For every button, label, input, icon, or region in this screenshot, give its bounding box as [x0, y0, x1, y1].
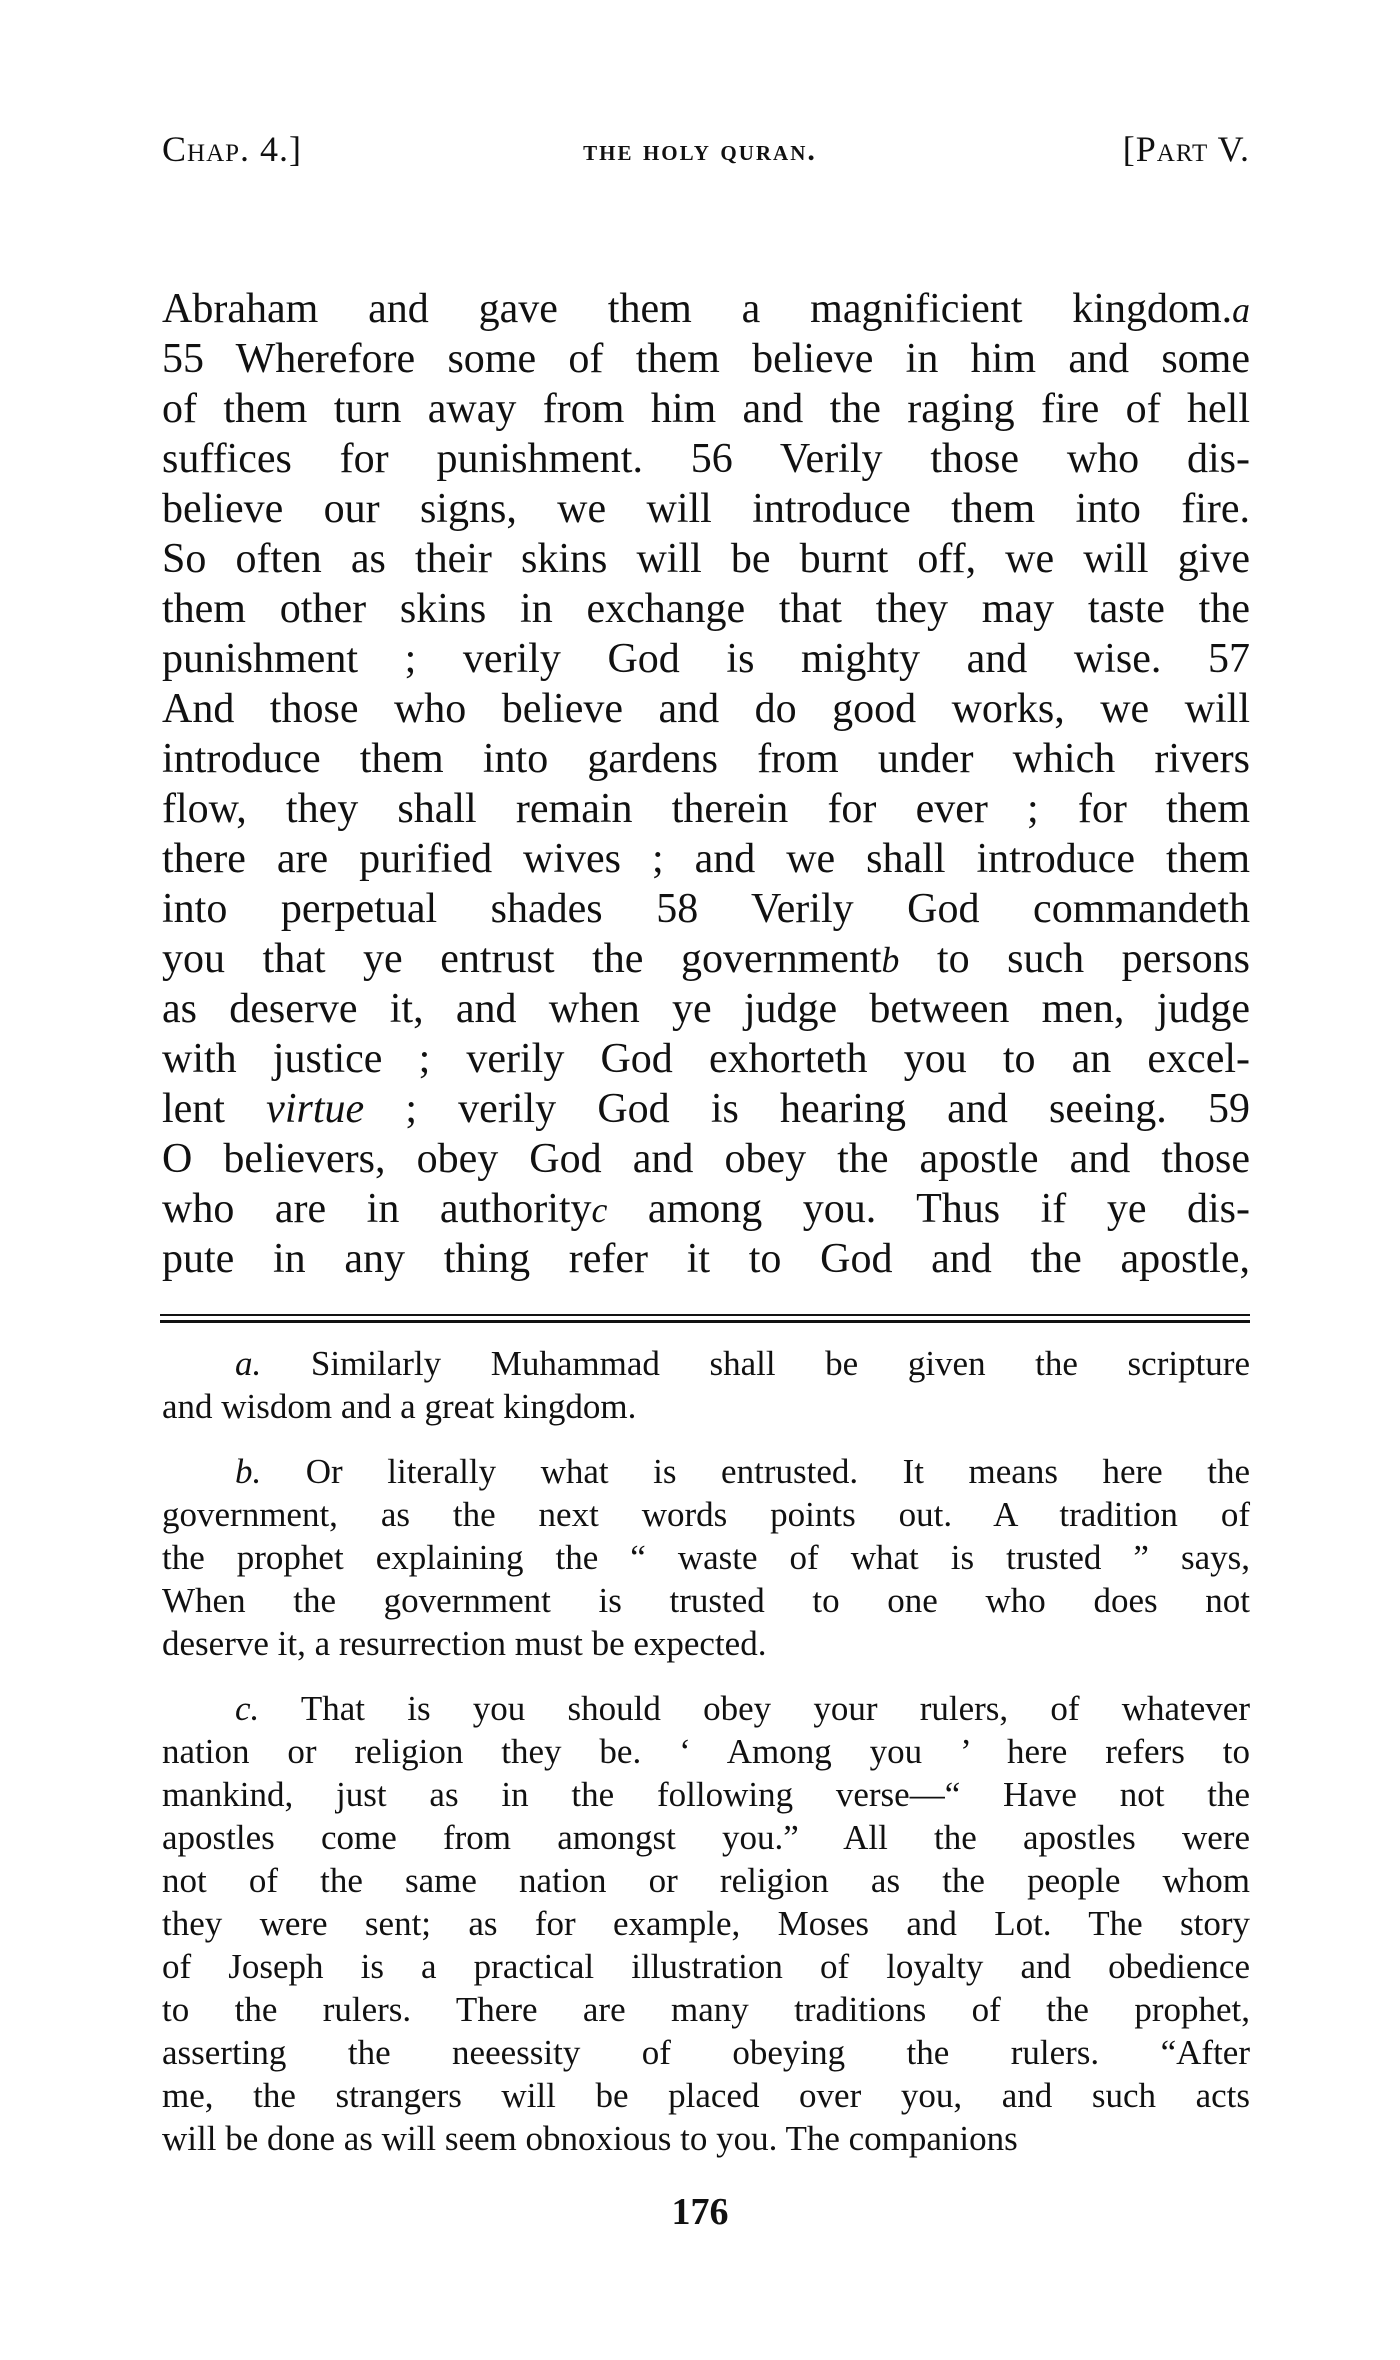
- footnote-line: [235, 1687, 1250, 1730]
- running-head-title: the holy quran.: [583, 134, 817, 167]
- footnote-line: [162, 2074, 1250, 2117]
- footnote-text: and wisdom and a great kingdom.: [162, 1387, 637, 1426]
- text-segment: ; verily God is hearing and seeing. 59: [364, 1086, 1250, 1132]
- footnote-text: nation or religion they be. ‘ Among you ’ here refers to: [162, 1732, 1250, 1771]
- body-line: [162, 734, 1250, 784]
- text-segment: lent: [162, 1086, 267, 1132]
- running-head-chapter: Chap. 4.]: [162, 129, 303, 169]
- footnote-reference[interactable]: a: [1232, 290, 1250, 330]
- footnote-text: the prophet explaining the “ waste of what is trusted ” says,: [162, 1538, 1250, 1577]
- text-segment: as deserve it, and when ye judge between men, judge: [162, 986, 1250, 1032]
- footnote-line: [162, 1773, 1250, 1816]
- text-segment: suffices for punishment. 56 Verily those who dis-: [162, 436, 1250, 482]
- text-segment: to such persons: [899, 936, 1250, 982]
- footnote-line: [162, 1579, 1250, 1622]
- text-segment: you that ye entrust the government: [162, 936, 882, 982]
- text-segment: of them turn away from him and the raging fire of hell: [162, 386, 1250, 432]
- footnote-line: [162, 1536, 1250, 1579]
- footnote-text: mankind, just as in the following verse—“ Have not the: [162, 1775, 1250, 1814]
- footnote-line: [162, 1902, 1250, 1945]
- body-line: [162, 484, 1250, 534]
- body-line: [162, 1084, 1250, 1134]
- footnote-line: [162, 2031, 1250, 2074]
- body-line: [162, 634, 1250, 684]
- body-line: [162, 684, 1250, 734]
- text-segment: into perpetual shades 58 Verily God commandeth: [162, 886, 1250, 932]
- footnote-reference[interactable]: b: [881, 940, 900, 980]
- footnote-line: [162, 1385, 1250, 1428]
- footnote-line: [162, 1988, 1250, 2031]
- body-line: [162, 1184, 1250, 1234]
- text-segment: believe our signs, we will introduce them into fire.: [162, 486, 1250, 532]
- text-segment: So often as their skins will be burnt off, we will give: [162, 536, 1250, 582]
- text-segment: who are in authority: [162, 1186, 592, 1232]
- running-head-part: [Part V.: [1122, 129, 1250, 169]
- text-segment: punishment ; verily God is mighty and wise. 57: [162, 636, 1250, 682]
- text-segment: them other skins in exchange that they may taste the: [162, 586, 1250, 632]
- body-line: [162, 384, 1250, 434]
- text-segment: And those who believe and do good works, we will: [162, 686, 1250, 732]
- footnote-mark: a.: [235, 1344, 262, 1383]
- footnote-divider: [160, 1320, 1250, 1323]
- text-segment: among you. Thus if ye dis-: [607, 1186, 1250, 1232]
- body-line: [162, 834, 1250, 884]
- footnote-text: will be done as will seem obnoxious to you. The companions: [162, 2119, 1018, 2158]
- body-line: [162, 1134, 1250, 1184]
- body-line: [162, 1234, 1250, 1284]
- footnote-text: Similarly Muhammad shall be given the scripture: [310, 1344, 1250, 1383]
- footnote-line: [162, 1493, 1250, 1536]
- footnote-text: they were sent; as for example, Moses and Lot. The story: [162, 1904, 1250, 1943]
- footnote-text: government, as the next words points out. A tradition of: [162, 1495, 1250, 1534]
- footnote-text: deserve it, a resurrection must be expected.: [162, 1624, 767, 1663]
- footnote-text: of Joseph is a practical illustration of loyalty and obedience: [162, 1947, 1250, 1986]
- footnote-mark: b.: [235, 1452, 262, 1491]
- page-number: 176: [671, 2191, 729, 2233]
- body-line: [162, 284, 1250, 334]
- text-segment: there are purified wives ; and we shall introduce them: [162, 836, 1250, 882]
- body-line: [162, 984, 1250, 1034]
- body-line: [162, 584, 1250, 634]
- text-segment: virtue: [266, 1086, 365, 1132]
- footnote-text: to the rulers. There are many traditions of the prophet,: [162, 1990, 1250, 2029]
- footnote-text: When the government is trusted to one who does not: [162, 1581, 1250, 1620]
- footnote-divider: [160, 1314, 1250, 1316]
- footnote-line: [162, 2117, 1250, 2160]
- footnote-line: [235, 1450, 1250, 1493]
- body-line: [162, 934, 1250, 984]
- body-line: [162, 1034, 1250, 1084]
- body-line: [162, 334, 1250, 384]
- text-segment: O believers, obey God and obey the apostle and those: [162, 1136, 1250, 1182]
- footnote-text: Or literally what is entrusted. It means here the: [305, 1452, 1250, 1491]
- body-line: [162, 534, 1250, 584]
- text-segment: 55 Wherefore some of them believe in him and some: [162, 336, 1250, 382]
- footnote-line: [162, 1816, 1250, 1859]
- footnote-text: apostles come from amongst you.” All the apostles were: [162, 1818, 1250, 1857]
- footnote-text: asserting the neeessity of obeying the rulers. “After: [162, 2033, 1250, 2072]
- footnote-line: [162, 1622, 1250, 1665]
- body-line: [162, 784, 1250, 834]
- footnote-text: me, the strangers will be placed over you, and such acts: [162, 2076, 1250, 2115]
- body-line: [162, 884, 1250, 934]
- footnote-mark: c.: [235, 1689, 260, 1728]
- text-segment: introduce them into gardens from under which rivers: [162, 736, 1250, 782]
- footnote-line: [162, 1945, 1250, 1988]
- footnote-line: [162, 1859, 1250, 1902]
- text-segment: pute in any thing refer it to God and the apostle,: [162, 1236, 1250, 1282]
- footnote-text: That is you should obey your rulers, of whatever: [300, 1689, 1250, 1728]
- footnote-line: [162, 1730, 1250, 1773]
- footnote-text: not of the same nation or religion as the people whom: [162, 1861, 1250, 1900]
- footnote-line: [235, 1342, 1250, 1385]
- text-segment: flow, they shall remain therein for ever ; for them: [162, 786, 1250, 832]
- footnote-reference[interactable]: c: [591, 1190, 608, 1230]
- text-segment: with justice ; verily God exhorteth you to an excel-: [162, 1036, 1250, 1082]
- text-segment: Abraham and gave them a magnificient kingdom.: [162, 286, 1233, 332]
- body-line: [162, 434, 1250, 484]
